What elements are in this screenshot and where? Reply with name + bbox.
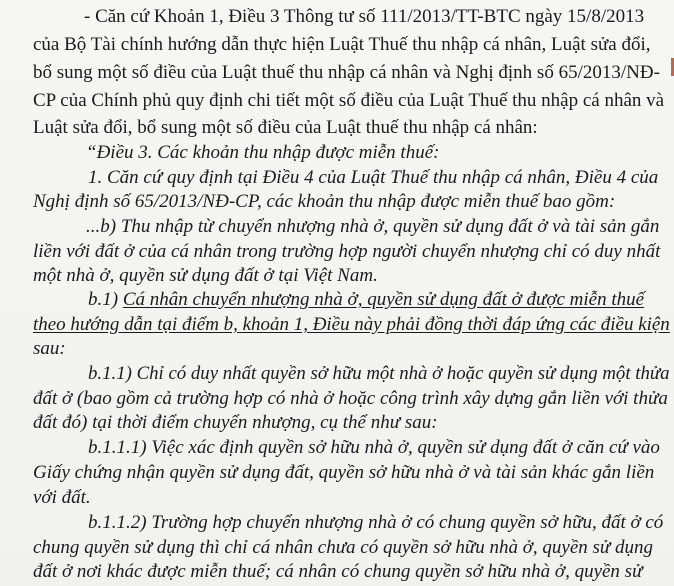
paragraph-4-prefix: b.1) [88,289,123,310]
paragraph-7-line-1: b.1.1.2) Trường hợp chuyển nhượng nhà ở có chung quyền sở hữu, đất ở có [88,512,664,533]
paragraph-1-line-3: bổ sung một số điều của Luật thuế thu nhập cá nhân và Nghị định số 65/2013/NĐ- [33,62,660,83]
paragraph-1-line-5: Luật sửa đổi, bổ sung một số điều của Luật thuế thu nhập cá nhân: [33,117,538,138]
paragraph-3-line-1: ...b) Thu nhập từ chuyển nhượng nhà ở, quyền sử dụng đất ở và tài sản gắn [86,216,660,237]
paragraph-2-line-1: 1. Căn cứ quy định tại Điều 4 của Luật Thuế thu nhập cá nhân, Điều 4 của [88,167,659,188]
paragraph-6-line-3: với đất. [33,487,91,508]
paragraph-4-line-3: sau: [33,338,66,359]
paragraph-5-line-1: b.1.1) Chỉ có duy nhất quyền sở hữu một nhà ở hoặc quyền sử dụng một thửa [88,363,670,384]
paragraph-3-line-3: một nhà ở, quyền sử dụng đất ở tại Việt Nam. [33,265,378,286]
paragraph-5-line-2: đất ở (bao gồm cả trường hợp có nhà ở hoặc công trình xây dựng gắn liền với thửa [33,388,668,409]
paragraph-7-line-3: đất ở nơi khác được miễn thuế; cá nhân có chung quyền sở hữu nhà ở, quyền sử [33,561,643,582]
paragraph-3-line-2: liền với đất ở của cá nhân trong trường hợp người chuyển nhượng chỉ có duy nhất [33,241,661,262]
paragraph-4-line-2: theo hướng dẫn tại điểm b, khoản 1, Điều này phải đồng thời đáp ứng các điều kiện [33,314,670,335]
paragraph-1-line-4: CP của Chính phủ quy định chi tiết một số điều của Luật Thuế thu nhập cá nhân và [33,90,665,111]
paragraph-2-line-2: Nghị định số 65/2013/NĐ-CP, các khoản thu nhập được miễn thuế bao gồm: [33,191,616,212]
paragraph-5-line-3: đất đó) tại thời điểm chuyển nhượng, cụ thể như sau: [33,412,438,433]
quote-heading: “Điều 3. Các khoản thu nhập được miễn thuế: [86,142,440,163]
paragraph-1-line-2: của Bộ Tài chính hướng dẫn thực hiện Luật Thuế thu nhập cá nhân, Luật sửa đổi, [33,34,651,55]
paragraph-4-underlined-1: Cá nhân chuyển nhượng nhà ở, quyền sử dụng đất ở được miễn thuế [122,289,645,310]
paragraph-6-line-1: b.1.1.1) Việc xác định quyền sở hữu nhà ở, quyền sử dụng đất ở căn cứ vào [88,437,660,458]
paragraph-7-line-2: chung quyền sử dụng thì chỉ cá nhân chưa có quyền sở hữu nhà ở, quyền sử dụng [33,537,654,558]
paragraph-6-line-2: Giấy chứng nhận quyền sử dụng đất, quyền sở hữu nhà ở và tài sản khác gắn liền [33,462,655,483]
paragraph-1-line-1: - Căn cứ Khoản 1, Điều 3 Thông tư số 111/2013/TT-BTC ngày 15/8/2013 [84,6,645,27]
paragraph-4-line-1 [88,289,644,311]
